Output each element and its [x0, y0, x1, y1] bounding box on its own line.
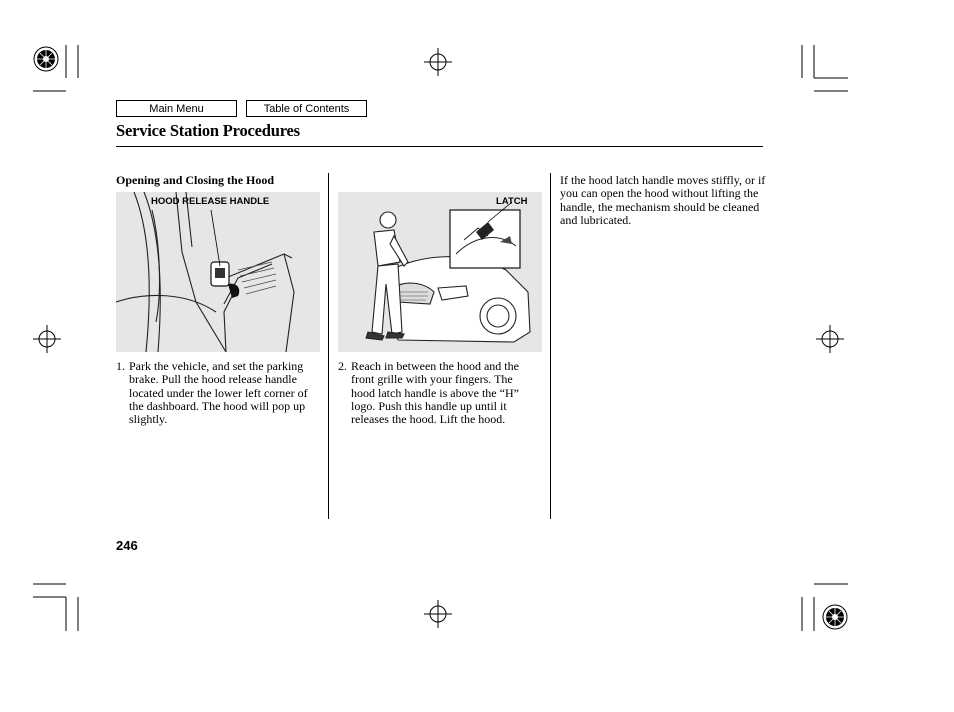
step-1-number: 1.: [116, 359, 125, 373]
title-rule: [116, 146, 763, 147]
hood-release-handle-label: HOOD RELEASE HANDLE: [151, 196, 270, 207]
figure-latch: [338, 192, 542, 352]
step-2-text: Reach in between the hood and the front grille with your fingers. The hood latch handle is above the “H” logo. Push this handle up until it releases the hood. Lift the hood.: [351, 359, 519, 427]
column-divider-1: [328, 173, 329, 519]
column-divider-2: [550, 173, 551, 519]
step-1: [116, 360, 322, 426]
page-title: Service Station Procedures: [116, 121, 300, 140]
section-heading: Opening and Closing the Hood: [116, 173, 275, 187]
step-1-text: Park the vehicle, and set the parking brake. Pull the hood release handle located under the lower left corner of the dashboard. The hood will pop up slightly.: [129, 359, 308, 427]
table-of-contents-button[interactable]: Table of Contents: [246, 100, 367, 117]
page-number: 246: [116, 538, 138, 553]
figure-hood-release: [116, 192, 320, 352]
maintenance-note-text: If the hood latch handle moves stiffly, or if you can open the hood without lifting the handle, the mechanism should be cleaned and lubricated.: [560, 173, 766, 227]
step-2: [338, 360, 536, 426]
step-2-number: 2.: [338, 359, 347, 373]
hood-release-illustration: [116, 192, 320, 352]
latch-label: LATCH: [496, 196, 528, 207]
maintenance-note: [560, 174, 772, 227]
main-menu-button[interactable]: Main Menu: [116, 100, 237, 117]
latch-illustration: [338, 192, 542, 352]
